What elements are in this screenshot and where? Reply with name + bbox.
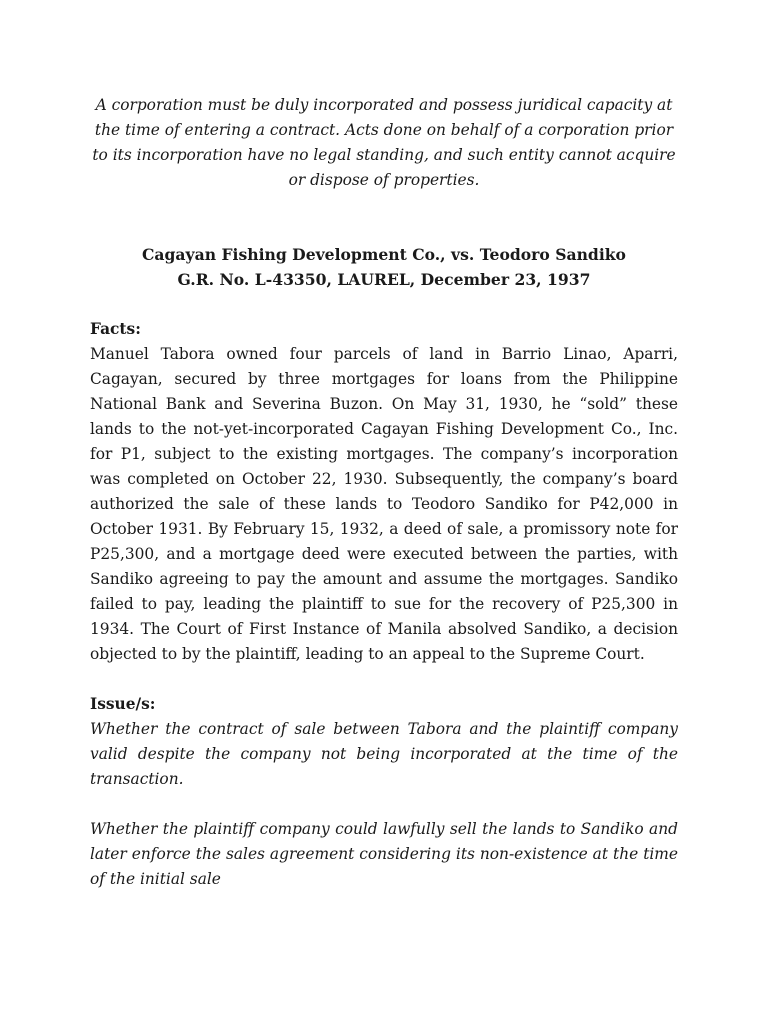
text-line: 1934. The Court of First Instance of Manila absolved Sandiko, a decision bbox=[90, 620, 678, 638]
text-line: Sandiko agreeing to pay the amount and assume the mortgages. Sandiko bbox=[90, 570, 678, 588]
text-line: for P1, subject to the existing mortgages. The company’s incorporation bbox=[90, 445, 678, 463]
text-line: failed to pay, leading the plaintiff to sue for the recovery of P25,300 in bbox=[90, 595, 678, 613]
text-line: Cagayan, secured by three mortgages for loans from the Philippine bbox=[90, 370, 678, 388]
document-page bbox=[90, 93, 678, 892]
text-line: authorized the sale of these lands to Teodoro Sandiko for P42,000 in bbox=[90, 495, 678, 513]
text-line: Whether the plaintiff company could lawfully sell the lands to Sandiko and bbox=[90, 820, 678, 838]
facts-heading: Facts: bbox=[90, 320, 141, 338]
doctrine-statement: A corporation must be duly incorporated and possess juridical capacity at the time of entering a contract. Acts done on behalf of a corporation prior to its incorporation have no legal standing, and such entity cannot acquire or dispose of properties. bbox=[92, 96, 676, 189]
issue-item-2 bbox=[90, 817, 678, 892]
text-line: Manuel Tabora owned four parcels of land in Barrio Linao, Aparri, bbox=[90, 345, 678, 363]
issues-heading: Issue/s: bbox=[90, 695, 156, 713]
case-heading bbox=[90, 242, 678, 292]
case-citation: G.R. No. L-43350, LAUREL, December 23, 1937 bbox=[177, 270, 591, 289]
text-line: lands to the not-yet-incorporated Cagayan Fishing Development Co., Inc. bbox=[90, 420, 678, 438]
text-line: National Bank and Severina Buzon. On May 31, 1930, he “sold” these bbox=[90, 395, 678, 413]
issue-item-1 bbox=[90, 717, 678, 792]
text-line: later enforce the sales agreement considering its non-existence at the time bbox=[90, 845, 678, 863]
case-title: Cagayan Fishing Development Co., vs. Teodoro Sandiko bbox=[142, 245, 626, 264]
facts-paragraph bbox=[90, 342, 678, 667]
text-line: Whether the contract of sale between Tabora and the plaintiff company bbox=[90, 720, 678, 738]
text-line: was completed on October 22, 1930. Subsequently, the company’s board bbox=[90, 470, 678, 488]
text-line: October 1931. By February 15, 1932, a deed of sale, a promissory note for bbox=[90, 520, 678, 538]
text-line: objected to by the plaintiff, leading to an appeal to the Supreme Court. bbox=[90, 645, 645, 663]
text-line: of the initial sale bbox=[90, 870, 221, 888]
text-line: transaction. bbox=[90, 770, 184, 788]
text-line: valid despite the company not being incorporated at the time of the bbox=[90, 745, 678, 763]
text-line: P25,300, and a mortgage deed were executed between the parties, with bbox=[90, 545, 678, 563]
